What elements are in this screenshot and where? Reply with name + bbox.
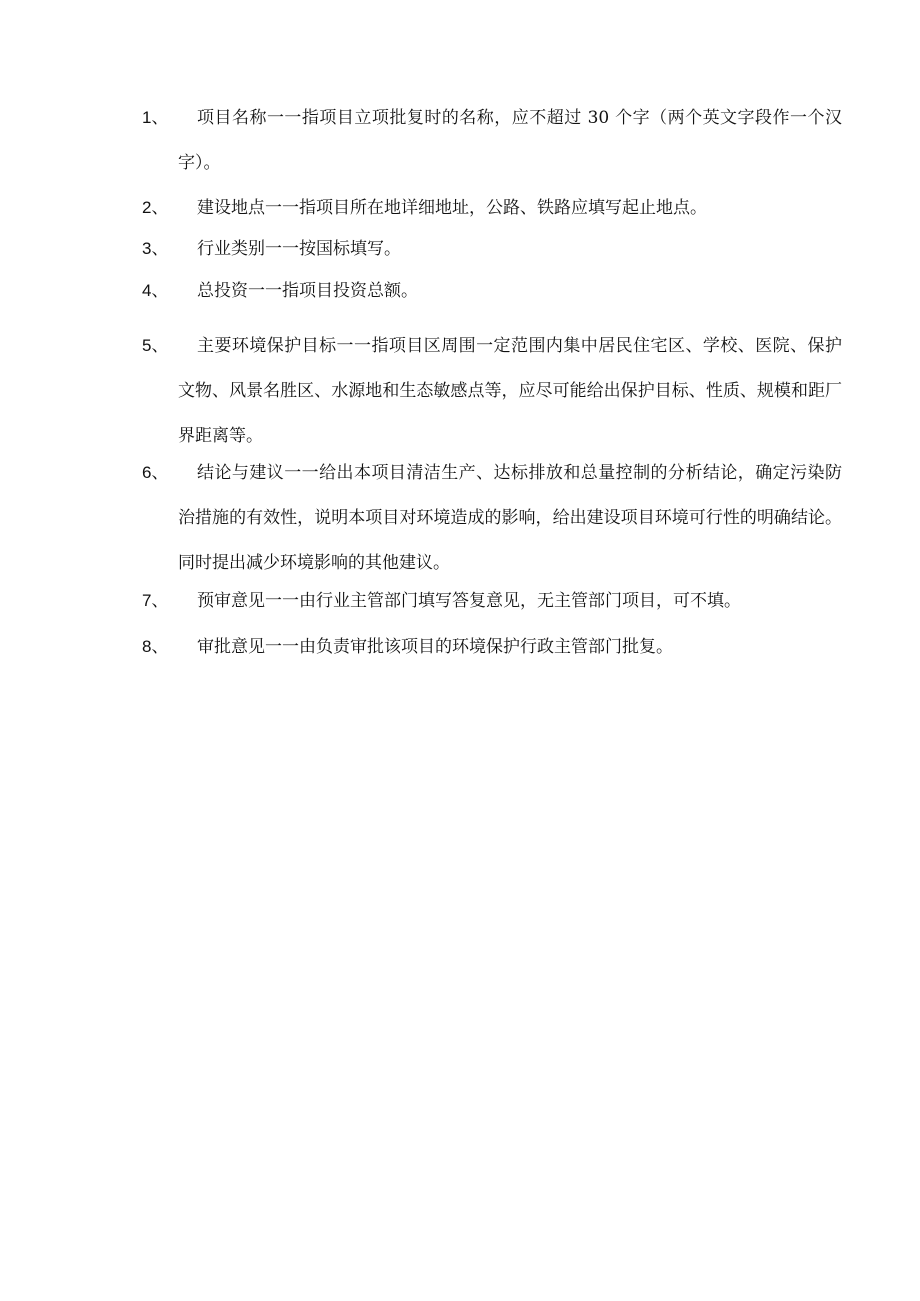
item-number: 3、: [142, 239, 169, 258]
item-text: 结论与建议一一给出本项目清洁生产、达标排放和总量控制的分析结论，确定污染防治措施的有效性，说明本项目对环境造成的影响，给出建设项目环境可行性的明确结论。同时提出减少环境影响的其他建议。: [178, 463, 842, 573]
item-text: 项目名称一一指项目立项批复时的名称，应不超过 30 个字（两个英文字段作一个汉字）。: [178, 108, 842, 173]
item-number: 8、: [142, 637, 169, 656]
item-text: 建设地点一一指项目所在地详细地址，公路、铁路应填写起止地点。: [197, 198, 707, 218]
item-number: 5、: [142, 336, 169, 355]
item-text: 审批意见一一由负责审批该项目的环境保护行政主管部门批复。: [197, 637, 673, 657]
item-text: 行业类别一一按国标填写。: [197, 239, 401, 259]
item-text: 预审意见一一由行业主管部门填写答复意见，无主管部门项目，可不填。: [197, 591, 741, 611]
item-text: 总投资一一指项目投资总额。: [197, 281, 418, 301]
item-number: 6、: [142, 463, 169, 482]
item-number: 1、: [142, 108, 169, 127]
item-number: 2、: [142, 198, 169, 217]
item-number: 4、: [142, 281, 169, 300]
item-text: 主要环境保护目标一一指项目区周围一定范围内集中居民住宅区、学校、医院、保护文物、风景名胜区、水源地和生态敏感点等，应尽可能给出保护目标、性质、规模和距厂界距离等。: [178, 336, 842, 446]
item-number: 7、: [142, 591, 169, 610]
